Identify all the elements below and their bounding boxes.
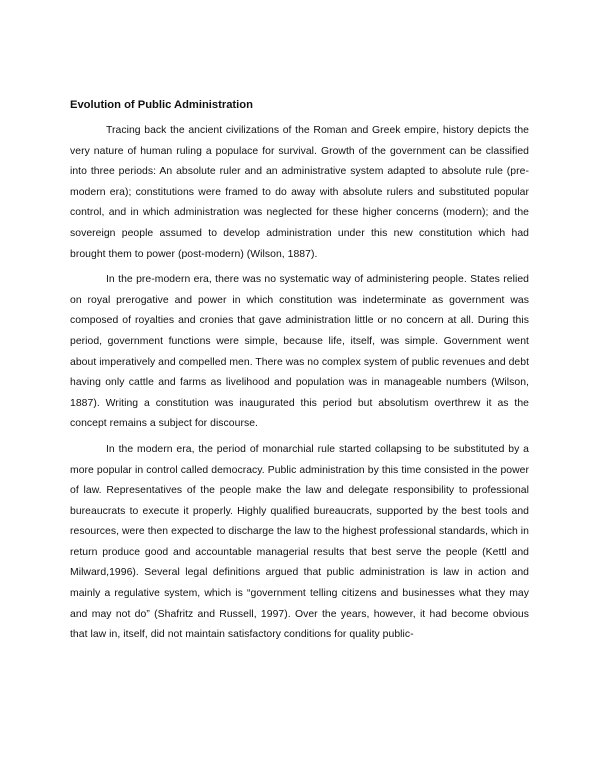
document-body bbox=[70, 97, 529, 651]
paragraph-3: In the modern era, the period of monarchial rule started collapsing to be substituted by a more popular in control called democracy. Public administration by this time consisted in the power of law. Representatives of the people make the law and delegate responsibility to professional bureaucrats to execute it properly. Highly qualified bureaucrats, supported by the best tools and resources, were then expected to discharge the law to the highest professional standards, which in return produce good and accountable managerial results that best serve the people (Kettl and Milward,1996). Several legal definitions argued that public administration is law in action and mainly a regulative system, which is “government telling citizens and businesses what they may and may not do” (Shafritz and Russell, 1997). Over the years, however, it had become obvious that law in, itself, did not maintain satisfactory conditions for quality public- bbox=[70, 443, 529, 641]
section-title: Evolution of Public Administration bbox=[70, 99, 253, 111]
paragraph-1: Tracing back the ancient civilizations of the Roman and Greek empire, history depicts the very nature of human ruling a populace for survival. Growth of the government can be classified into three periods: An absolute ruler and an administrative system adapted to absolute rule (pre-modern era); constitutions were framed to do away with absolute rulers and substituted popular control, and in which administration was neglected for these higher concerns (modern); and the sovereign people assumed to develop administration under this new constitution which had brought them to power (post-modern) (Wilson, 1887). bbox=[70, 125, 529, 260]
paragraph-2: In the pre-modern era, there was no systematic way of administering people. States relied on royal prerogative and power in which constitution was indeterminate as government was composed of royalties and cronies that gave administration little or no concern at all. During this period, government functions were simple, because life, itself, was simple. Government went about imperatively and compelled men. There was no complex system of public revenues and debt having only cattle and farms as livelihood and population was in manageable numbers (Wilson, 1887). Writing a constitution was inaugurated this period but absolutism overthrew it as the concept remains a subject for discourse. bbox=[70, 274, 530, 430]
